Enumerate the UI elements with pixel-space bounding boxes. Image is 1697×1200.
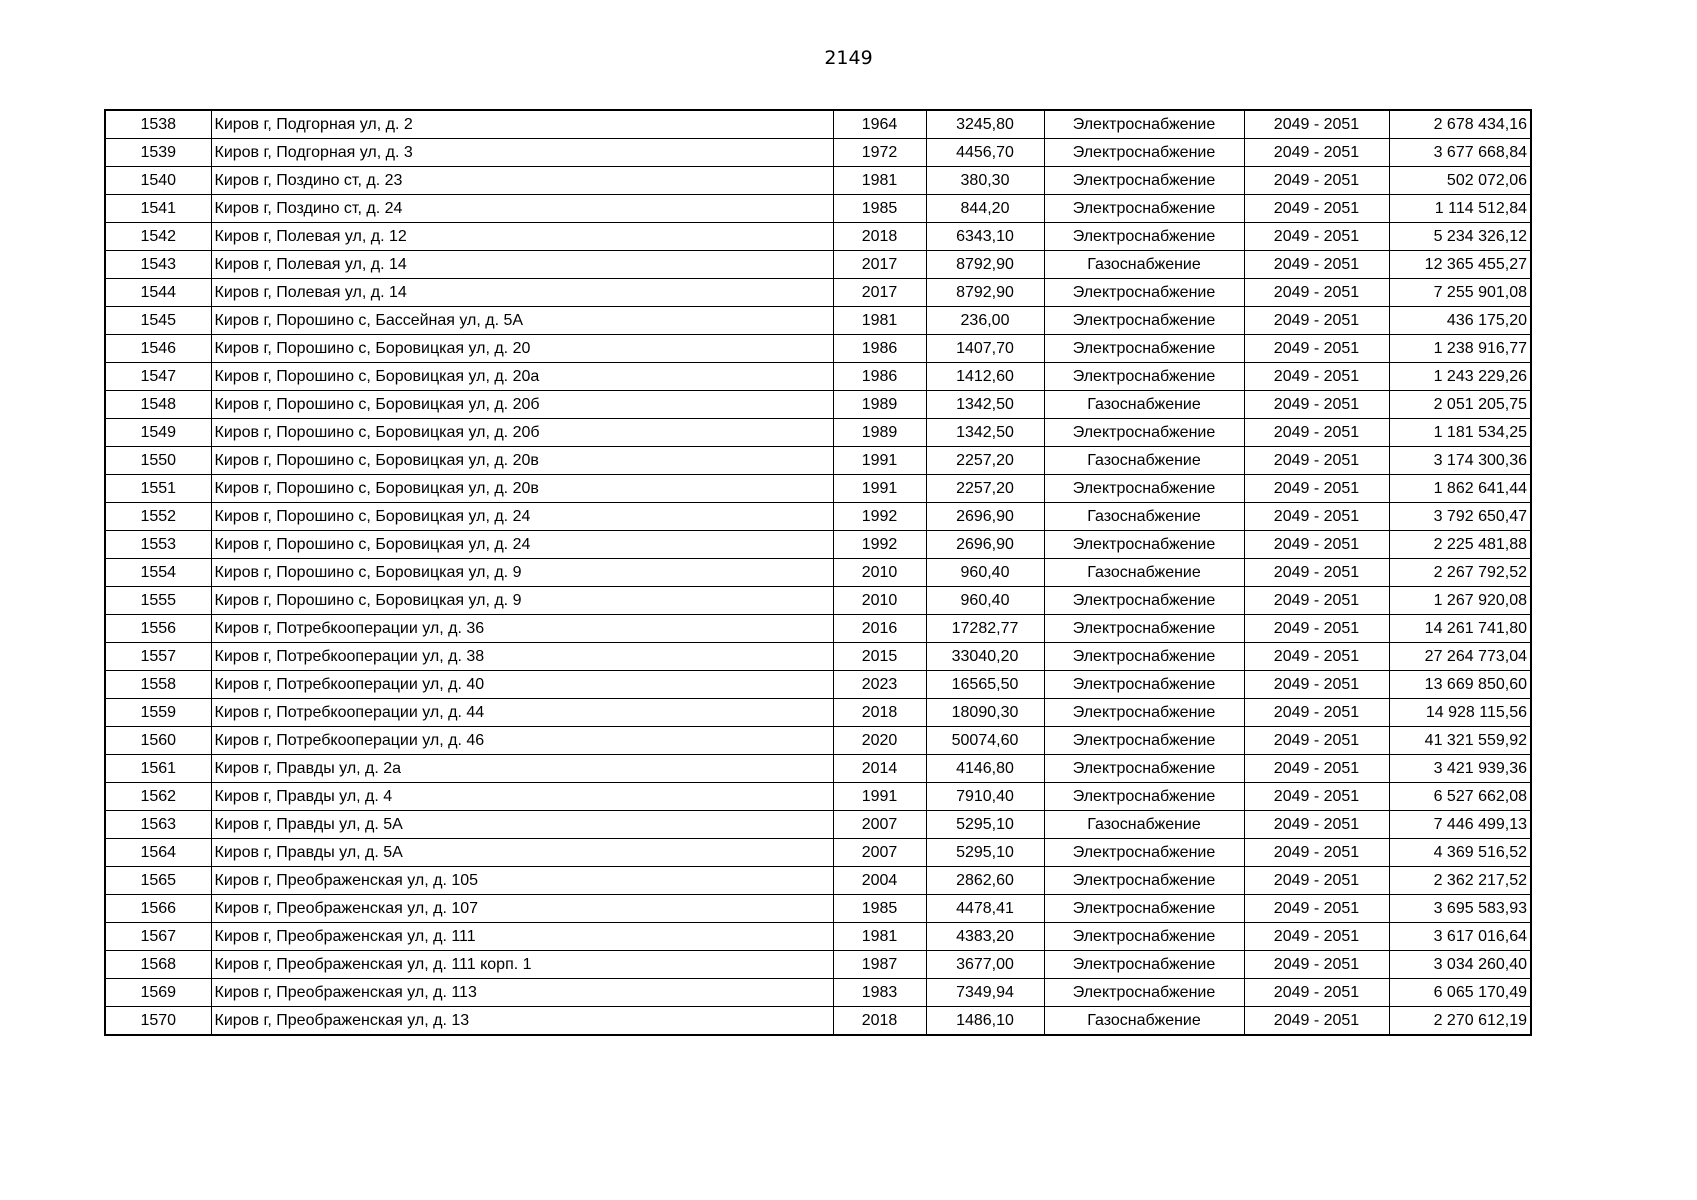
table-row (105, 895, 1531, 923)
cost-cell: 6 065 170,49 (1389, 979, 1531, 1007)
cost-cell: 436 175,20 (1389, 307, 1531, 335)
row-number-cell: 1548 (105, 391, 211, 419)
service-type-cell: Газоснабжение (1044, 503, 1244, 531)
row-number-cell: 1554 (105, 559, 211, 587)
year-cell: 1992 (833, 503, 926, 531)
year-cell: 1972 (833, 139, 926, 167)
period-cell: 2049 - 2051 (1244, 923, 1389, 951)
area-cell: 236,00 (926, 307, 1044, 335)
row-number-cell: 1567 (105, 923, 211, 951)
address-cell: Киров г, Преображенская ул, д. 13 (211, 1007, 833, 1036)
row-number-cell: 1563 (105, 811, 211, 839)
table-row (105, 727, 1531, 755)
table-row (105, 559, 1531, 587)
cost-cell: 1 238 916,77 (1389, 335, 1531, 363)
cost-cell: 2 362 217,52 (1389, 867, 1531, 895)
row-number-cell: 1540 (105, 167, 211, 195)
cost-cell: 1 862 641,44 (1389, 475, 1531, 503)
table-row (105, 671, 1531, 699)
area-cell: 1412,60 (926, 363, 1044, 391)
service-type-cell: Электроснабжение (1044, 223, 1244, 251)
service-type-cell: Электроснабжение (1044, 531, 1244, 559)
area-cell: 1342,50 (926, 391, 1044, 419)
table-row (105, 867, 1531, 895)
period-cell: 2049 - 2051 (1244, 811, 1389, 839)
table-row (105, 335, 1531, 363)
year-cell: 2018 (833, 1007, 926, 1036)
service-type-cell: Электроснабжение (1044, 335, 1244, 363)
area-cell: 4456,70 (926, 139, 1044, 167)
cost-cell: 1 267 920,08 (1389, 587, 1531, 615)
area-cell: 50074,60 (926, 727, 1044, 755)
cost-cell: 4 369 516,52 (1389, 839, 1531, 867)
service-type-cell: Электроснабжение (1044, 139, 1244, 167)
address-cell: Киров г, Правды ул, д. 5А (211, 811, 833, 839)
year-cell: 1981 (833, 307, 926, 335)
row-number-cell: 1569 (105, 979, 211, 1007)
row-number-cell: 1562 (105, 783, 211, 811)
year-cell: 1985 (833, 195, 926, 223)
service-type-cell: Электроснабжение (1044, 307, 1244, 335)
period-cell: 2049 - 2051 (1244, 419, 1389, 447)
area-cell: 844,20 (926, 195, 1044, 223)
year-cell: 2020 (833, 727, 926, 755)
service-type-cell: Электроснабжение (1044, 643, 1244, 671)
area-cell: 2257,20 (926, 447, 1044, 475)
cost-cell: 2 051 205,75 (1389, 391, 1531, 419)
service-type-cell: Электроснабжение (1044, 895, 1244, 923)
year-cell: 1964 (833, 110, 926, 139)
service-type-cell: Электроснабжение (1044, 923, 1244, 951)
period-cell: 2049 - 2051 (1244, 195, 1389, 223)
table-body (105, 110, 1531, 1035)
period-cell: 2049 - 2051 (1244, 587, 1389, 615)
year-cell: 1981 (833, 167, 926, 195)
year-cell: 1992 (833, 531, 926, 559)
period-cell: 2049 - 2051 (1244, 615, 1389, 643)
table-row (105, 783, 1531, 811)
address-cell: Киров г, Порошино с, Боровицкая ул, д. 20б (211, 391, 833, 419)
cost-cell: 3 174 300,36 (1389, 447, 1531, 475)
area-cell: 2696,90 (926, 503, 1044, 531)
address-cell: Киров г, Порошино с, Боровицкая ул, д. 20в (211, 447, 833, 475)
address-cell: Киров г, Порошино с, Боровицкая ул, д. 9 (211, 559, 833, 587)
year-cell: 1989 (833, 419, 926, 447)
row-number-cell: 1541 (105, 195, 211, 223)
period-cell: 2049 - 2051 (1244, 979, 1389, 1007)
address-cell: Киров г, Порошино с, Боровицкая ул, д. 20б (211, 419, 833, 447)
cost-cell: 1 114 512,84 (1389, 195, 1531, 223)
service-type-cell: Газоснабжение (1044, 391, 1244, 419)
area-cell: 16565,50 (926, 671, 1044, 699)
period-cell: 2049 - 2051 (1244, 251, 1389, 279)
cost-cell: 3 792 650,47 (1389, 503, 1531, 531)
table-row (105, 363, 1531, 391)
period-cell: 2049 - 2051 (1244, 223, 1389, 251)
address-cell: Киров г, Полевая ул, д. 14 (211, 251, 833, 279)
address-cell: Киров г, Преображенская ул, д. 113 (211, 979, 833, 1007)
row-number-cell: 1547 (105, 363, 211, 391)
service-type-cell: Электроснабжение (1044, 979, 1244, 1007)
cost-cell: 502 072,06 (1389, 167, 1531, 195)
service-type-cell: Газоснабжение (1044, 1007, 1244, 1036)
period-cell: 2049 - 2051 (1244, 475, 1389, 503)
area-cell: 960,40 (926, 587, 1044, 615)
year-cell: 1991 (833, 475, 926, 503)
table-row (105, 923, 1531, 951)
area-cell: 7349,94 (926, 979, 1044, 1007)
service-type-cell: Электроснабжение (1044, 195, 1244, 223)
address-cell: Киров г, Потребкооперации ул, д. 36 (211, 615, 833, 643)
registry-table (104, 109, 1532, 1036)
table-row (105, 699, 1531, 727)
service-type-cell: Электроснабжение (1044, 475, 1244, 503)
year-cell: 1987 (833, 951, 926, 979)
period-cell: 2049 - 2051 (1244, 167, 1389, 195)
table-row (105, 251, 1531, 279)
service-type-cell: Газоснабжение (1044, 447, 1244, 475)
address-cell: Киров г, Полевая ул, д. 14 (211, 279, 833, 307)
service-type-cell: Газоснабжение (1044, 559, 1244, 587)
row-number-cell: 1568 (105, 951, 211, 979)
row-number-cell: 1564 (105, 839, 211, 867)
service-type-cell: Газоснабжение (1044, 251, 1244, 279)
year-cell: 2015 (833, 643, 926, 671)
row-number-cell: 1539 (105, 139, 211, 167)
service-type-cell: Электроснабжение (1044, 279, 1244, 307)
row-number-cell: 1557 (105, 643, 211, 671)
area-cell: 380,30 (926, 167, 1044, 195)
period-cell: 2049 - 2051 (1244, 559, 1389, 587)
cost-cell: 3 034 260,40 (1389, 951, 1531, 979)
year-cell: 1989 (833, 391, 926, 419)
address-cell: Киров г, Порошино с, Боровицкая ул, д. 20в (211, 475, 833, 503)
area-cell: 1486,10 (926, 1007, 1044, 1036)
row-number-cell: 1560 (105, 727, 211, 755)
period-cell: 2049 - 2051 (1244, 391, 1389, 419)
area-cell: 3677,00 (926, 951, 1044, 979)
table-row (105, 1007, 1531, 1036)
table-row (105, 587, 1531, 615)
period-cell: 2049 - 2051 (1244, 951, 1389, 979)
row-number-cell: 1550 (105, 447, 211, 475)
period-cell: 2049 - 2051 (1244, 335, 1389, 363)
row-number-cell: 1552 (105, 503, 211, 531)
address-cell: Киров г, Поздино ст, д. 23 (211, 167, 833, 195)
row-number-cell: 1561 (105, 755, 211, 783)
cost-cell: 3 695 583,93 (1389, 895, 1531, 923)
service-type-cell: Электроснабжение (1044, 839, 1244, 867)
service-type-cell: Электроснабжение (1044, 587, 1244, 615)
table-row (105, 223, 1531, 251)
table-row (105, 951, 1531, 979)
area-cell: 17282,77 (926, 615, 1044, 643)
address-cell: Киров г, Потребкооперации ул, д. 40 (211, 671, 833, 699)
address-cell: Киров г, Преображенская ул, д. 111 корп. 1 (211, 951, 833, 979)
cost-cell: 14 261 741,80 (1389, 615, 1531, 643)
row-number-cell: 1546 (105, 335, 211, 363)
row-number-cell: 1549 (105, 419, 211, 447)
period-cell: 2049 - 2051 (1244, 139, 1389, 167)
period-cell: 2049 - 2051 (1244, 1007, 1389, 1036)
address-cell: Киров г, Потребкооперации ул, д. 38 (211, 643, 833, 671)
service-type-cell: Электроснабжение (1044, 699, 1244, 727)
address-cell: Киров г, Правды ул, д. 5А (211, 839, 833, 867)
row-number-cell: 1555 (105, 587, 211, 615)
table-row (105, 167, 1531, 195)
cost-cell: 41 321 559,92 (1389, 727, 1531, 755)
row-number-cell: 1544 (105, 279, 211, 307)
address-cell: Киров г, Порошино с, Боровицкая ул, д. 9 (211, 587, 833, 615)
area-cell: 4146,80 (926, 755, 1044, 783)
area-cell: 8792,90 (926, 279, 1044, 307)
address-cell: Киров г, Правды ул, д. 4 (211, 783, 833, 811)
row-number-cell: 1556 (105, 615, 211, 643)
period-cell: 2049 - 2051 (1244, 699, 1389, 727)
area-cell: 4383,20 (926, 923, 1044, 951)
row-number-cell: 1543 (105, 251, 211, 279)
cost-cell: 14 928 115,56 (1389, 699, 1531, 727)
year-cell: 2014 (833, 755, 926, 783)
year-cell: 2023 (833, 671, 926, 699)
cost-cell: 2 267 792,52 (1389, 559, 1531, 587)
row-number-cell: 1551 (105, 475, 211, 503)
year-cell: 2017 (833, 251, 926, 279)
area-cell: 960,40 (926, 559, 1044, 587)
area-cell: 3245,80 (926, 110, 1044, 139)
year-cell: 1986 (833, 335, 926, 363)
area-cell: 2257,20 (926, 475, 1044, 503)
row-number-cell: 1553 (105, 531, 211, 559)
period-cell: 2049 - 2051 (1244, 867, 1389, 895)
year-cell: 2007 (833, 811, 926, 839)
address-cell: Киров г, Полевая ул, д. 12 (211, 223, 833, 251)
row-number-cell: 1559 (105, 699, 211, 727)
period-cell: 2049 - 2051 (1244, 447, 1389, 475)
cost-cell: 7 446 499,13 (1389, 811, 1531, 839)
service-type-cell: Электроснабжение (1044, 419, 1244, 447)
address-cell: Киров г, Подгорная ул, д. 3 (211, 139, 833, 167)
row-number-cell: 1565 (105, 867, 211, 895)
address-cell: Киров г, Потребкооперации ул, д. 44 (211, 699, 833, 727)
area-cell: 1342,50 (926, 419, 1044, 447)
area-cell: 18090,30 (926, 699, 1044, 727)
cost-cell: 12 365 455,27 (1389, 251, 1531, 279)
cost-cell: 3 617 016,64 (1389, 923, 1531, 951)
year-cell: 1991 (833, 447, 926, 475)
table-row (105, 475, 1531, 503)
cost-cell: 3 677 668,84 (1389, 139, 1531, 167)
period-cell: 2049 - 2051 (1244, 671, 1389, 699)
period-cell: 2049 - 2051 (1244, 643, 1389, 671)
year-cell: 1985 (833, 895, 926, 923)
service-type-cell: Электроснабжение (1044, 363, 1244, 391)
area-cell: 5295,10 (926, 839, 1044, 867)
service-type-cell: Электроснабжение (1044, 727, 1244, 755)
address-cell: Киров г, Преображенская ул, д. 111 (211, 923, 833, 951)
area-cell: 33040,20 (926, 643, 1044, 671)
area-cell: 2696,90 (926, 531, 1044, 559)
table-row (105, 139, 1531, 167)
address-cell: Киров г, Правды ул, д. 2а (211, 755, 833, 783)
year-cell: 1986 (833, 363, 926, 391)
year-cell: 2016 (833, 615, 926, 643)
year-cell: 2017 (833, 279, 926, 307)
table-row (105, 811, 1531, 839)
year-cell: 2018 (833, 223, 926, 251)
table-row (105, 755, 1531, 783)
area-cell: 8792,90 (926, 251, 1044, 279)
row-number-cell: 1542 (105, 223, 211, 251)
period-cell: 2049 - 2051 (1244, 531, 1389, 559)
address-cell: Киров г, Порошино с, Боровицкая ул, д. 20 (211, 335, 833, 363)
year-cell: 1991 (833, 783, 926, 811)
table-row (105, 979, 1531, 1007)
year-cell: 1981 (833, 923, 926, 951)
cost-cell: 13 669 850,60 (1389, 671, 1531, 699)
service-type-cell: Электроснабжение (1044, 671, 1244, 699)
period-cell: 2049 - 2051 (1244, 783, 1389, 811)
period-cell: 2049 - 2051 (1244, 839, 1389, 867)
row-number-cell: 1545 (105, 307, 211, 335)
area-cell: 5295,10 (926, 811, 1044, 839)
period-cell: 2049 - 2051 (1244, 307, 1389, 335)
row-number-cell: 1566 (105, 895, 211, 923)
cost-cell: 2 225 481,88 (1389, 531, 1531, 559)
table-row (105, 447, 1531, 475)
period-cell: 2049 - 2051 (1244, 727, 1389, 755)
service-type-cell: Газоснабжение (1044, 811, 1244, 839)
period-cell: 2049 - 2051 (1244, 503, 1389, 531)
table-row (105, 307, 1531, 335)
cost-cell: 7 255 901,08 (1389, 279, 1531, 307)
row-number-cell: 1570 (105, 1007, 211, 1036)
table-row (105, 503, 1531, 531)
cost-cell: 6 527 662,08 (1389, 783, 1531, 811)
service-type-cell: Электроснабжение (1044, 951, 1244, 979)
service-type-cell: Электроснабжение (1044, 783, 1244, 811)
table-row (105, 195, 1531, 223)
table-row (105, 391, 1531, 419)
period-cell: 2049 - 2051 (1244, 279, 1389, 307)
cost-cell: 2 270 612,19 (1389, 1007, 1531, 1036)
row-number-cell: 1558 (105, 671, 211, 699)
cost-cell: 5 234 326,12 (1389, 223, 1531, 251)
service-type-cell: Электроснабжение (1044, 615, 1244, 643)
address-cell: Киров г, Порошино с, Боровицкая ул, д. 24 (211, 503, 833, 531)
page-number: 2149 (824, 47, 873, 69)
year-cell: 2004 (833, 867, 926, 895)
table-row (105, 839, 1531, 867)
service-type-cell: Электроснабжение (1044, 110, 1244, 139)
period-cell: 2049 - 2051 (1244, 110, 1389, 139)
address-cell: Киров г, Порошино с, Бассейная ул, д. 5А (211, 307, 833, 335)
address-cell: Киров г, Преображенская ул, д. 105 (211, 867, 833, 895)
table-row (105, 419, 1531, 447)
period-cell: 2049 - 2051 (1244, 363, 1389, 391)
table-row (105, 615, 1531, 643)
year-cell: 2018 (833, 699, 926, 727)
area-cell: 6343,10 (926, 223, 1044, 251)
area-cell: 7910,40 (926, 783, 1044, 811)
year-cell: 2010 (833, 559, 926, 587)
year-cell: 2010 (833, 587, 926, 615)
cost-cell: 2 678 434,16 (1389, 110, 1531, 139)
address-cell: Киров г, Поздино ст, д. 24 (211, 195, 833, 223)
service-type-cell: Электроснабжение (1044, 755, 1244, 783)
address-cell: Киров г, Потребкооперации ул, д. 46 (211, 727, 833, 755)
row-number-cell: 1538 (105, 110, 211, 139)
address-cell: Киров г, Подгорная ул, д. 2 (211, 110, 833, 139)
table-row (105, 531, 1531, 559)
area-cell: 1407,70 (926, 335, 1044, 363)
cost-cell: 3 421 939,36 (1389, 755, 1531, 783)
period-cell: 2049 - 2051 (1244, 895, 1389, 923)
table-row (105, 279, 1531, 307)
service-type-cell: Электроснабжение (1044, 867, 1244, 895)
area-cell: 4478,41 (926, 895, 1044, 923)
period-cell: 2049 - 2051 (1244, 755, 1389, 783)
service-type-cell: Электроснабжение (1044, 167, 1244, 195)
cost-cell: 1 243 229,26 (1389, 363, 1531, 391)
year-cell: 1983 (833, 979, 926, 1007)
table-row (105, 110, 1531, 139)
area-cell: 2862,60 (926, 867, 1044, 895)
table-row (105, 643, 1531, 671)
address-cell: Киров г, Порошино с, Боровицкая ул, д. 20а (211, 363, 833, 391)
year-cell: 2007 (833, 839, 926, 867)
address-cell: Киров г, Порошино с, Боровицкая ул, д. 24 (211, 531, 833, 559)
cost-cell: 1 181 534,25 (1389, 419, 1531, 447)
cost-cell: 27 264 773,04 (1389, 643, 1531, 671)
address-cell: Киров г, Преображенская ул, д. 107 (211, 895, 833, 923)
